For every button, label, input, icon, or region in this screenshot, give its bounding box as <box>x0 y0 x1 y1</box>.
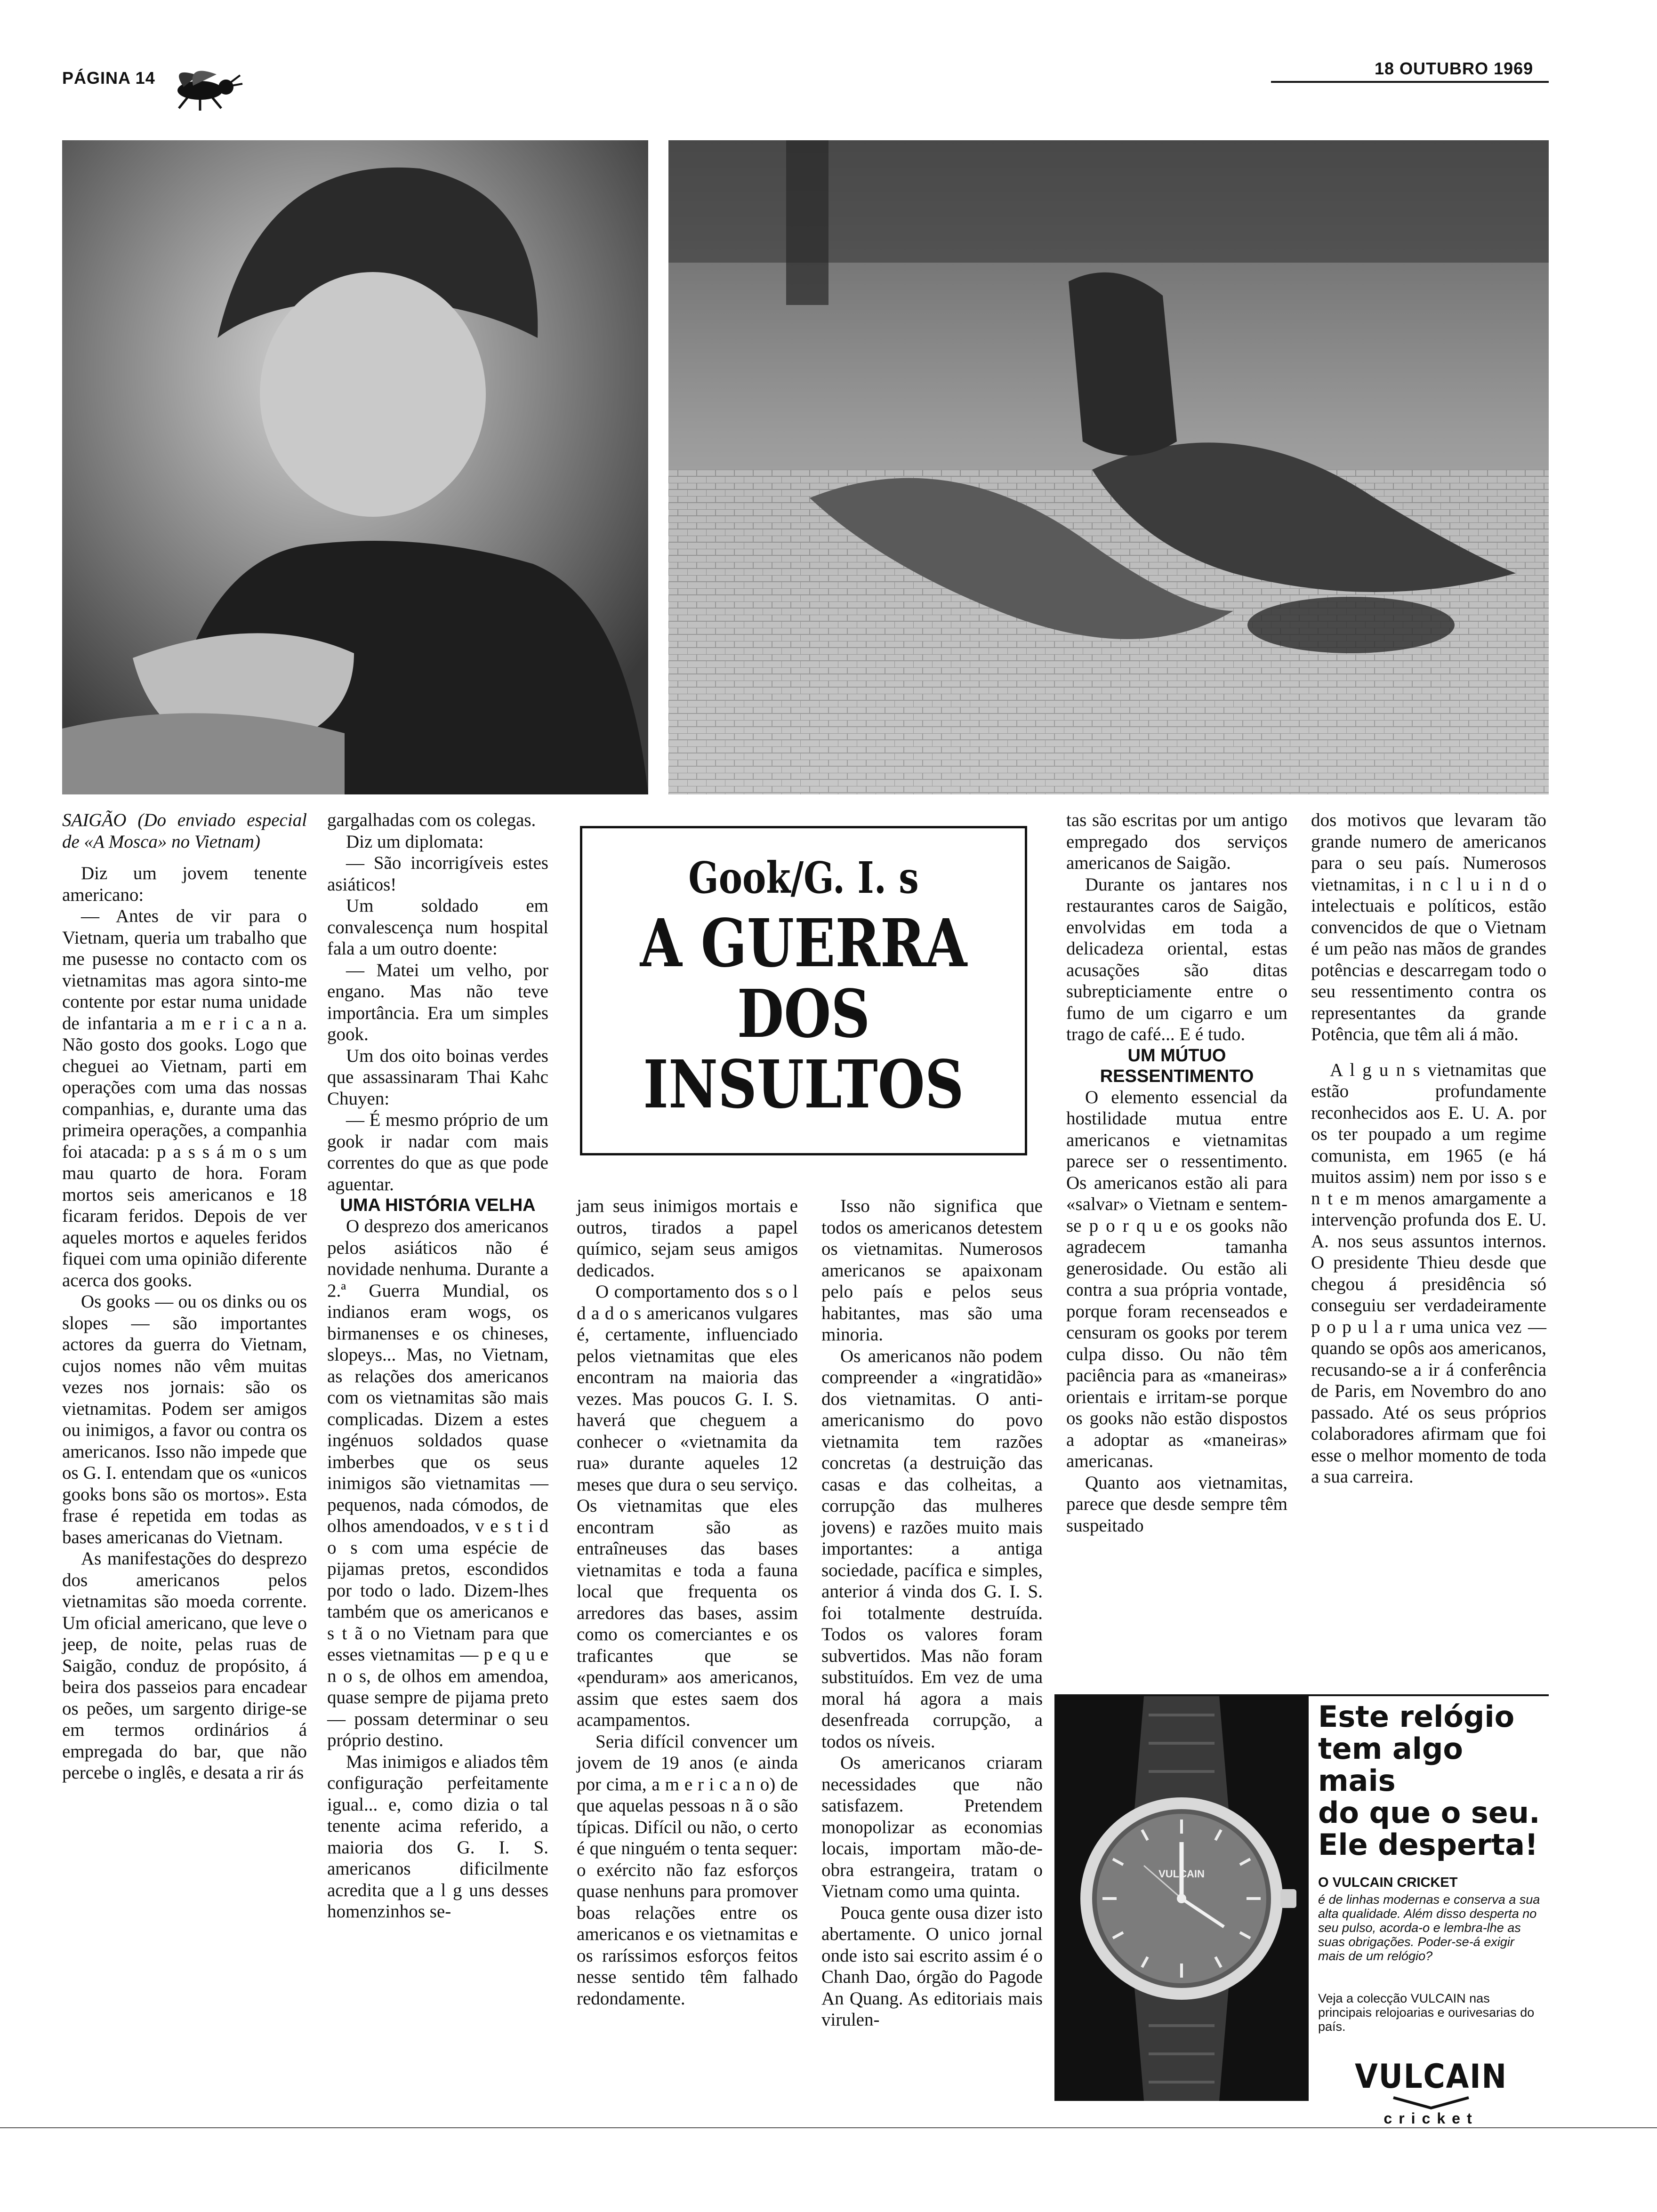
ad-copy <box>1318 1701 1544 2127</box>
article-column-6 <box>1311 809 1546 1488</box>
paragraph: Um soldado em convalescença num hospital fala a um outro doente: <box>327 896 548 959</box>
header-rule <box>1271 81 1549 83</box>
paragraph: — Matei um velho, por engano. Mas não teve importância. Era um simples gook. <box>327 960 548 1044</box>
paragraph: As manifestações do desprezo dos americanos pelos vietnamitas são moeda corrente. Um oficial americano, que leve o jeep, de noite, pelas ruas de Saigão, conduz de propósito, á beira dos passeios para encadear os peões, um sargento dirige-se em termos ordinários á empregada do bar, que não percebe o inglês, e desata a rir ás <box>62 1548 307 1783</box>
ad-headline-1: Este relógio <box>1318 1699 1515 1734</box>
article-column-2 <box>327 809 548 1923</box>
paragraph: tas são escritas por um antigo empregado dos serviços americanos de Saigão. <box>1066 810 1287 873</box>
paragraph: Seria difícil convencer um jovem de 19 anos (e ainda por cima, a m e r i c a n o) de que aquelas pessoas n ã o são típicas. Difícil ou não, o certo é que ninguém o tenta sequer: o exército não faz esforços quase nenhuns para promover boas relações entre os americanos e os vietnamitas e os raríssimos esforços feitos nesse sentido têm falhado redondamente. <box>577 1731 798 2009</box>
paragraph: Isso não significa que todos os americanos detestem os vietnamitas. Numerosos americanos se apaixonam pelo país e pelos seus habitantes, mas são uma minoria. <box>821 1196 1043 1345</box>
paragraph: gargalhadas com os colegas. <box>327 810 536 830</box>
paragraph: — É mesmo próprio de um gook ir nadar com mais correntes do que as que pode aguentar. <box>327 1110 548 1194</box>
headline-box <box>580 826 1027 1155</box>
watch-advertisement <box>1054 1694 1549 2127</box>
paragraph: O elemento essencial da hostilidade mutua entre americanos e vietnamitas parece ser o ressentimento. Os americanos estão ali para «salvar» o Vietnam e sentem-se p o r q u e os gooks não agradecem tamanha generosidade. Ou estão ali contra a sua própria vontade, porque foram recenseados e censuram os gooks por terem culpa disso. Ou não têm paciência para as «maneiras» orientais e irritam-se porque os gooks não estão dispostos a adoptar as «maneiras» americanas. <box>1066 1087 1287 1471</box>
brand-chevron-icon <box>1384 2096 1478 2110</box>
ad-footer: Veja a colecção VULCAIN nas principais relojoarias e ourivesarias do país. <box>1318 1991 1535 2034</box>
subheading-ressentimento: UM MÚTUO RESSENTIMENTO <box>1100 1045 1254 1086</box>
ad-headline-2: tem algo mais <box>1318 1731 1463 1798</box>
ad-headline-3: do que o seu. <box>1318 1795 1540 1830</box>
paragraph: Um dos oito boinas verdes que assassinaram Thai Kahc Chuyen: <box>327 1045 548 1109</box>
article-column-1 <box>62 809 307 1784</box>
fly-logo <box>155 61 245 113</box>
paragraph: Os americanos não podem compreender a «ingratidão» dos vietnamitas. O anti-americanismo do povo vietnamita tem razões concretas (a destruição das casas e das colheitas, a corrupção das mulheres jovens) e razões muito mais importantes: a antiga sociedade, pacífica e simples, anterior á vinda dos G. I. S. foi totalmente destruída. Todos os valores foram subvertidos. Mas não foram substituídos. Em vez de uma moral há agora a mais desenfreada corrupção, a todos os níveis. <box>821 1346 1043 1752</box>
headline-line-1: A GUERRA <box>640 905 967 982</box>
bottom-rule <box>0 2127 1657 2128</box>
paragraph: Os americanos criaram necessidades que não satisfazem. Pretendem monopolizar as economias locais, importam mão-de-obra estrangeira, tratam o Vietnam como uma quinta. <box>821 1753 1043 1901</box>
ad-product: O VULCAIN CRICKET <box>1318 1875 1458 1890</box>
paragraph: dos motivos que levaram tão grande numero de americanos para o seu país. Numerosos vietnamitas, i n c l u i n d o intelectuais e políticos, estão convencidos de que o Vietnam é um peão nas mãos de grandes potências e descarregam todo o seu ressentimento contra os representantes da grande Potência, que têm ali á mão. <box>1311 810 1546 1044</box>
paragraph: O comportamento dos s o l d a d o s americanos vulgares é, certamente, influenciado pelos vietnamitas que eles encontram na maioria das vezes. Mas poucos G. I. S. haverá que cheguem a conhecer o «vietnamita da rua» durante aqueles 12 meses que dura o seu serviço. Os vietnamitas que eles encontram são as entraîneuses das bases vietnamitas e toda a fauna local que frequenta os arredores das bases, assim como os comerciantes e os traficantes que se «penduram» aos americanos, assim que estes saem dos acampamentos. <box>577 1282 798 1730</box>
subheading-historia: UMA HISTÓRIA VELHA <box>340 1195 536 1215</box>
ad-body: é de linhas modernas e conserva a sua alta qualidade. Além disso desperta no seu pulso, acorda-o e lembra-lhe as suas obrigações. Poder-se-á exigir mais de um relógio? <box>1318 1892 1540 1963</box>
ad-headline-4: Ele desperta! <box>1318 1827 1538 1862</box>
paragraph: jam seus inimigos mortais e outros, tirados a papel químico, sejam seus amigos dedicados. <box>577 1196 798 1281</box>
paragraph: Pouca gente ousa dizer isto abertamente. O unico jornal onde isto sai escrito assim é o Chanh Dao, órgão do Pagode An Quang. As editoriais mais virulen- <box>821 1902 1043 2030</box>
paragraph: Mas inimigos e aliados têm configuração perfeitamente igual... e, como dizia o tal tenente acima referido, a maioria dos G. I. S. americanos dificilmente acredita que a l g uns desses homenzinhos se- <box>327 1751 548 1922</box>
page-number: PÁGINA 14 <box>62 68 155 88</box>
dateline: SAIGÃO (Do enviado especial de «A Mosca» no Vietnam) <box>62 810 307 852</box>
photo-soldier <box>62 140 648 794</box>
paragraph: A l g u n s vietnamitas que estão profundamente reconhecidos aos E. U. A. por os ter poupado a um regime comunista, em 1965 (e há muitos assim) nem por isso s e n t e m menos amargamente a intervenção profunda dos E. U. A. nos seus assuntos internos. O presidente Thieu desde que chegou á presidência só conseguiu ser verdadeiramente p o p u l a r uma unica vez — quando se opôs aos americanos, recusando-se a ir á conferência de Paris, em Novembro do ano passado. Até os seus próprios colaboradores afirmam que foi esse o melhor momento de toda a sua carreira. <box>1311 1059 1546 1487</box>
article-column-3 <box>577 1195 798 2009</box>
headline-line-3: INSULTOS <box>643 1046 964 1123</box>
dial-brand: VULCAIN <box>1158 1868 1205 1880</box>
photo-street <box>668 140 1549 794</box>
paragraph: Durante os jantares nos restaurantes caros de Saigão, envolvidas em toda a delicadeza oriental, estas acusações são ditas subrepticiamente entre o fumo de um cigarro e um trago de café... E é tudo. <box>1066 874 1287 1044</box>
headline-kicker: Gook/G. I. s <box>688 852 919 903</box>
headline-line-2: DOS <box>737 976 870 1053</box>
page-date: 18 OUTUBRO 1969 <box>1375 59 1534 78</box>
paragraph: Quanto aos vietnamitas, parece que desde sempre têm suspeitado <box>1066 1472 1287 1536</box>
paragraph: — Antes de vir para o Vietnam, queria um trabalho que me pusesse no contacto com os vietnamitas mas agora sinto-me contente por estar numa unidade de infantaria a m e r i c a n a. Não gosto dos gooks. Logo que cheguei ao Vietnam, parti em operações com uma das nossas companhias, e, durante uma das primeira operações, a companhia foi atacada: p a s s á m o s um mau quarto de hora. Foram mortos seis americanos e 18 ficaram feridos. Depois de ver aqueles mortos e aqueles feridos fiquei com uma opinião diferente acerca dos gooks. <box>62 906 307 1290</box>
brand-logo <box>1318 2057 1544 2127</box>
article-column-5 <box>1066 809 1287 1536</box>
brand-name: VULCAIN <box>1355 2057 1507 2096</box>
paragraph: Diz um jovem tenente americano: <box>62 863 307 905</box>
watch-image <box>1054 1696 1309 2101</box>
paragraph: O desprezo dos americanos pelos asiáticos não é novidade nenhuma. Durante a 2.ª Guerra Mundial, os indianos eram wogs, os birmanenses e os chineses, slopeys... Mas, no Vietnam, as relações dos americanos com os vietnamitas são mais complicadas. Dizem a estes ingénuos soldados quase imberbes que os seus inimigos são vietnamitas — pequenos, nada cómodos, de olhos amendoados, v e s t i d o s com uma espécie de pijamas pretos, escondidos por todo o lado. Dizem-lhes também que os americanos e s t ã o no Vietnam para que esses vietnamitas — p e q u e n o s, de olhos em amendoa, quase sempre de pijama preto — possam determinar o seu próprio destino. <box>327 1216 548 1750</box>
brand-subname: cricket <box>1384 2110 1479 2127</box>
paragraph: Os gooks — ou os dinks ou os slopes — são importantes actores da guerra do Vietnam, cujos nomes não vêm muitas vezes nos jornais: são os vietnamitas. Podem ser amigos ou inimigos, a favor ou contra os americanos. Isso não impede que os G. I. entendam que os «unicos gooks bons são os mortos». Esta frase é repetida em todas as bases americanas do Vietnam. <box>62 1291 307 1547</box>
paragraph: Diz um diplomata: <box>346 831 484 852</box>
paragraph: — São incorrigíveis estes asiáticos! <box>327 853 548 895</box>
article-column-4 <box>821 1195 1043 2031</box>
